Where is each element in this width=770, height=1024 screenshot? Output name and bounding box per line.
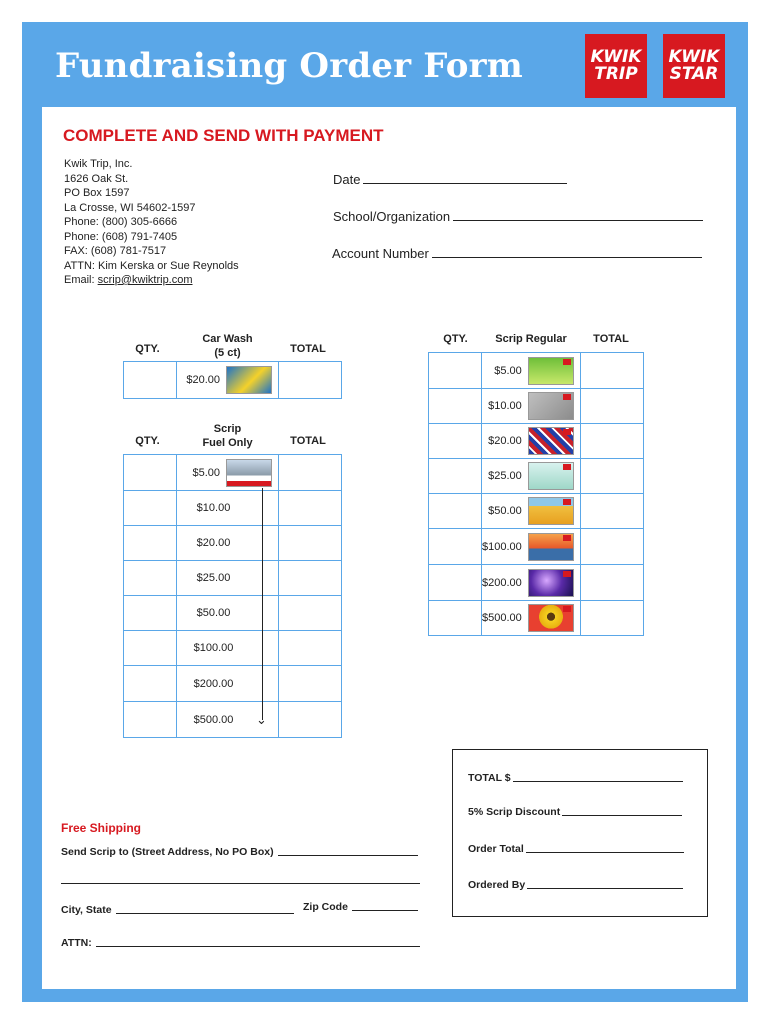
amount-label: $5.00 xyxy=(494,364,522,377)
total-cell[interactable] xyxy=(279,561,342,596)
zip-label: Zip Code xyxy=(303,901,348,913)
total-cell[interactable] xyxy=(580,389,643,424)
city-state-field[interactable] xyxy=(61,904,294,916)
amount-cell xyxy=(482,601,581,636)
email-line xyxy=(64,273,239,288)
ordered-by-label: Ordered By xyxy=(468,879,526,891)
card-tag xyxy=(563,606,571,612)
school-line[interactable] xyxy=(453,220,703,221)
amount-cell xyxy=(177,666,279,702)
qty-cell[interactable] xyxy=(429,601,482,636)
table-row xyxy=(124,631,342,666)
total-cell[interactable] xyxy=(580,424,643,459)
amount-label: $20.00 xyxy=(186,374,220,386)
order-total-field[interactable] xyxy=(468,843,684,855)
qty-cell[interactable] xyxy=(429,565,482,601)
amount-wrap xyxy=(482,497,580,525)
address-line: FAX: (608) 781-7517 xyxy=(64,245,167,257)
gray-card-image xyxy=(528,392,574,420)
table-row xyxy=(124,702,342,738)
card-tag xyxy=(563,359,571,365)
amount-wrap xyxy=(482,357,580,385)
send-to-field[interactable] xyxy=(61,846,418,858)
card-tag xyxy=(563,464,571,470)
qty-cell[interactable] xyxy=(124,491,177,526)
amount-label: $500.00 xyxy=(482,612,522,624)
qty-cell[interactable] xyxy=(429,529,482,565)
address-line: ATTN: Kim Kerska or Sue Reynolds xyxy=(64,259,239,272)
qty-cell[interactable] xyxy=(124,362,177,399)
amount-cell xyxy=(177,362,279,399)
card-tag xyxy=(563,429,571,435)
school-field[interactable] xyxy=(333,209,703,224)
qty-cell[interactable] xyxy=(124,631,177,666)
address-line: PO Box 1597 xyxy=(64,187,130,199)
table-row xyxy=(124,362,342,399)
card-tag xyxy=(563,394,571,400)
amount-label: $50.00 xyxy=(196,607,231,619)
total-cell[interactable] xyxy=(580,494,643,529)
date-field[interactable] xyxy=(333,172,567,187)
amount-label: $5.00 xyxy=(192,466,220,479)
fuel-total-header: TOTAL xyxy=(290,435,326,447)
attn-line[interactable] xyxy=(96,946,420,947)
address-line: La Crosse, WI 54602-1597 xyxy=(64,201,196,214)
forest-card-image xyxy=(528,357,574,385)
total-cell[interactable] xyxy=(279,362,342,399)
sunset-card-image xyxy=(528,533,574,561)
amount-cell xyxy=(482,353,581,389)
city-state-line[interactable] xyxy=(116,913,294,914)
send-to-label: Send Scrip to (Street Address, No PO Box) xyxy=(61,846,274,858)
ordered-by-field[interactable] xyxy=(468,879,683,891)
amount-label: $100.00 xyxy=(482,540,522,553)
regular-qty-header: QTY. xyxy=(443,333,468,345)
qty-cell[interactable] xyxy=(429,389,482,424)
amount-label: $20.00 xyxy=(196,537,231,549)
amount-cell xyxy=(177,631,279,666)
discount-field[interactable] xyxy=(468,806,682,818)
attn-label: ATTN: xyxy=(61,937,92,949)
table-row xyxy=(429,601,644,636)
table-row xyxy=(124,666,342,702)
field-card-image xyxy=(528,497,574,525)
address-line: 1626 Oak St. xyxy=(64,172,129,185)
continuation-arrow-line xyxy=(262,488,263,720)
amount-label: $25.00 xyxy=(196,572,231,584)
account-label: Account Number xyxy=(332,246,429,261)
account-line[interactable] xyxy=(432,257,702,258)
carwash-total-header: TOTAL xyxy=(290,343,326,355)
arrow-down-icon: ⌄ xyxy=(256,712,267,727)
amount-label: $50.00 xyxy=(488,505,522,517)
kwik-star-logo xyxy=(663,34,725,98)
amount-label: $500.00 xyxy=(193,713,234,726)
total-cell[interactable] xyxy=(580,353,643,389)
amount-cell xyxy=(482,529,581,565)
regular-total-header: TOTAL xyxy=(593,333,629,345)
amount-wrap xyxy=(482,427,580,455)
amount-cell xyxy=(177,561,279,596)
fuel-qty-header: QTY. xyxy=(135,435,160,447)
address-line: Phone: (608) 791-7405 xyxy=(64,230,178,243)
amount-label: $100.00 xyxy=(193,642,234,654)
logo-text: STAR xyxy=(669,64,719,84)
card-tag xyxy=(563,499,571,505)
amount-wrap xyxy=(482,392,580,420)
fuel-title xyxy=(180,422,275,450)
total-label: TOTAL $ xyxy=(468,772,511,784)
discount-line[interactable] xyxy=(562,815,682,816)
total-cell[interactable] xyxy=(580,459,643,494)
regular-table xyxy=(428,352,644,636)
amount-wrap xyxy=(482,462,580,490)
amount-label: $200.00 xyxy=(193,677,234,690)
table-row xyxy=(429,424,644,459)
total-cell[interactable] xyxy=(279,666,342,702)
form-title: Fundraising Order Form xyxy=(55,46,523,86)
carwash-title-line: (5 ct) xyxy=(214,347,241,359)
free-shipping-heading: Free Shipping xyxy=(61,821,142,835)
table-row xyxy=(124,526,342,561)
address-line: Phone: (800) 305-6666 xyxy=(64,216,178,228)
amount-cell xyxy=(482,494,581,529)
logo-text: KWIK xyxy=(590,47,642,67)
table-row xyxy=(124,596,342,631)
total-cell[interactable] xyxy=(279,455,342,491)
city-state-label: City, State xyxy=(61,904,112,916)
school-label: School/Organization xyxy=(333,209,451,224)
amount-label: $10.00 xyxy=(488,400,522,412)
table-row xyxy=(124,491,342,526)
total-cell[interactable] xyxy=(279,631,342,666)
total-cell[interactable] xyxy=(279,596,342,631)
flag-card-image xyxy=(528,427,574,455)
zip-line[interactable] xyxy=(352,910,418,911)
amount-wrap xyxy=(482,604,580,632)
regular-title: Scrip Regular xyxy=(495,333,567,345)
card-tag xyxy=(563,571,571,577)
qty-cell[interactable] xyxy=(124,455,177,491)
amount-wrap xyxy=(177,366,278,394)
order-total-line[interactable] xyxy=(526,852,684,853)
total-cell[interactable] xyxy=(580,529,643,565)
qty-cell[interactable] xyxy=(124,666,177,702)
amount-cell xyxy=(177,455,279,491)
sunflower-card-image xyxy=(528,604,574,632)
qty-cell[interactable] xyxy=(429,353,482,389)
mailing-address xyxy=(64,157,239,288)
qty-cell[interactable] xyxy=(429,494,482,529)
carwash-title xyxy=(180,332,275,360)
total-cell[interactable] xyxy=(580,565,643,601)
section-heading: COMPLETE AND SEND WITH PAYMENT xyxy=(63,126,384,145)
amount-label: $20.00 xyxy=(488,435,522,447)
attn-field[interactable] xyxy=(61,937,420,949)
amount-cell xyxy=(482,459,581,494)
logo-text: TRIP xyxy=(594,64,638,84)
table-row xyxy=(124,455,342,491)
qty-cell[interactable] xyxy=(124,526,177,561)
ordered-by-line[interactable] xyxy=(527,888,683,889)
fuel-card-image xyxy=(226,459,272,487)
card-band xyxy=(227,481,271,486)
amount-label: $25.00 xyxy=(488,470,522,482)
order-total-label: Order Total xyxy=(468,843,524,855)
date-line[interactable] xyxy=(363,183,567,184)
address-line: Kwik Trip, Inc. xyxy=(64,158,133,170)
address-line-2[interactable] xyxy=(61,883,420,884)
mint-card-image xyxy=(528,462,574,490)
amount-label: $200.00 xyxy=(482,576,522,589)
fuel-title-line: Fuel Only xyxy=(202,437,253,449)
total-cell[interactable] xyxy=(580,601,643,636)
amount-cell xyxy=(177,596,279,631)
email-label: Email: xyxy=(64,274,98,286)
total-cell[interactable] xyxy=(279,702,342,738)
car-wash-card-image xyxy=(226,366,272,394)
total-cell[interactable] xyxy=(279,491,342,526)
discount-label: 5% Scrip Discount xyxy=(468,806,561,818)
kwik-trip-logo xyxy=(585,34,647,98)
carwash-table xyxy=(123,361,342,399)
table-row xyxy=(429,389,644,424)
zip-field[interactable] xyxy=(303,901,418,913)
table-row xyxy=(429,459,644,494)
amount-cell xyxy=(482,389,581,424)
fuel-title-line: Scrip xyxy=(213,423,242,435)
lightning-card-image xyxy=(528,569,574,597)
date-label: Date xyxy=(333,172,361,187)
total-line[interactable] xyxy=(513,781,683,782)
total-field[interactable] xyxy=(468,772,683,784)
amount-cell xyxy=(177,491,279,526)
fuel-table xyxy=(123,454,342,738)
qty-cell[interactable] xyxy=(124,561,177,596)
amount-wrap xyxy=(177,459,278,487)
qty-cell[interactable] xyxy=(429,459,482,494)
carwash-qty-header: QTY. xyxy=(135,343,160,355)
logo-text: KWIK xyxy=(668,47,720,67)
table-row xyxy=(429,529,644,565)
amount-cell xyxy=(177,526,279,561)
table-row xyxy=(429,353,644,389)
carwash-title-line: Car Wash xyxy=(202,333,253,345)
table-row xyxy=(429,494,644,529)
total-cell[interactable] xyxy=(279,526,342,561)
email-link[interactable]: scrip@kwiktrip.com xyxy=(97,274,193,286)
amount-wrap xyxy=(482,569,580,597)
qty-cell[interactable] xyxy=(429,424,482,459)
card-tag xyxy=(563,535,571,541)
send-to-line[interactable] xyxy=(278,855,418,856)
qty-cell[interactable] xyxy=(124,702,177,738)
table-row xyxy=(124,561,342,596)
amount-cell xyxy=(482,424,581,459)
table-row xyxy=(429,565,644,601)
amount-wrap xyxy=(482,533,580,561)
amount-cell xyxy=(482,565,581,601)
account-field[interactable] xyxy=(332,246,702,261)
qty-cell[interactable] xyxy=(124,596,177,631)
amount-label: $10.00 xyxy=(196,502,231,514)
